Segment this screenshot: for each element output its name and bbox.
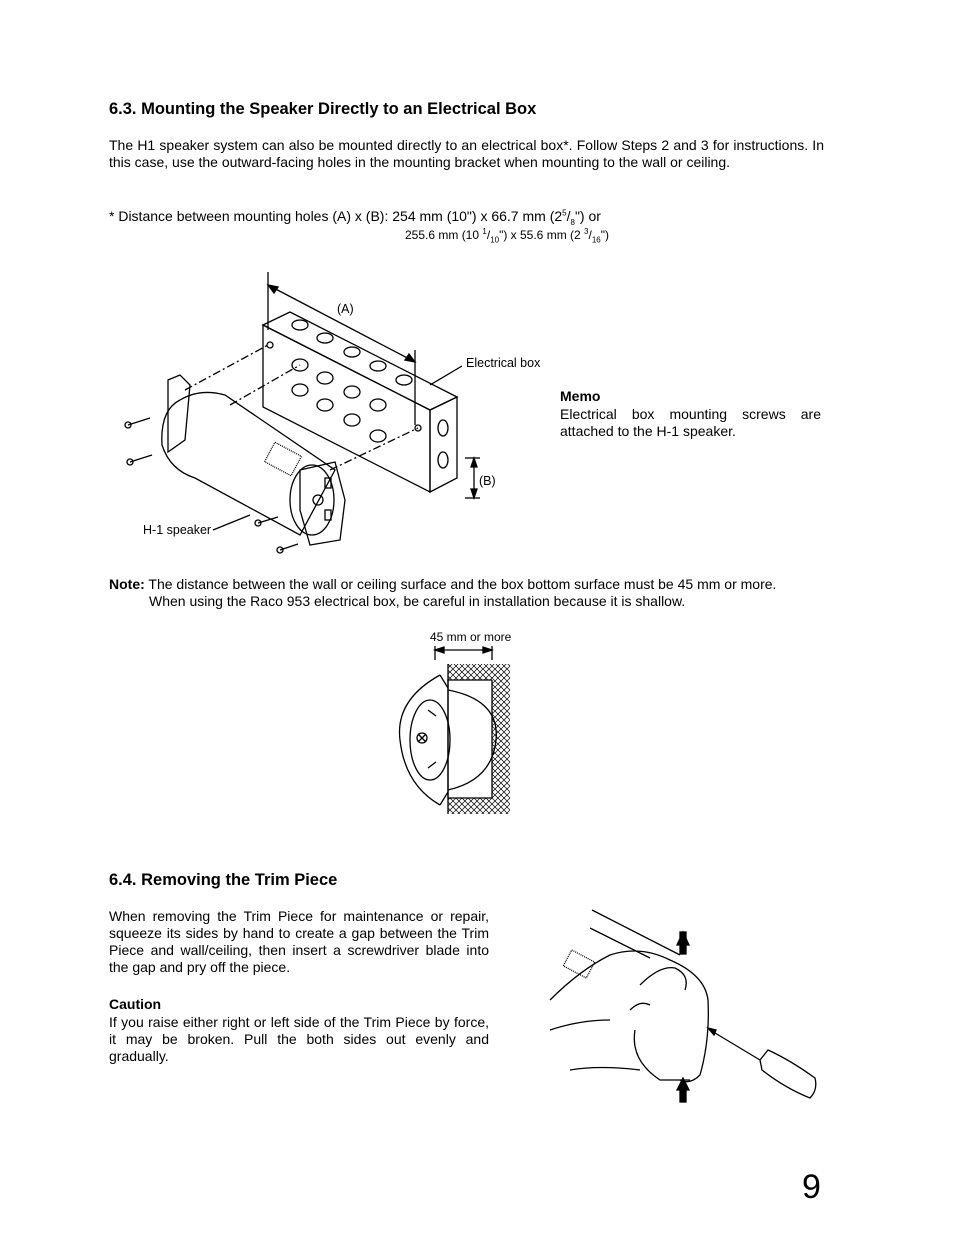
footnote-line-1: * Distance between mounting holes (A) x (B): 254 mm (10") x 66.7 mm $(2^5/_8")$ or (109, 208, 601, 227)
section-6-3-paragraph: The H1 speaker system can also be mounted directly to an electrical box*. Follow Steps 2 and 3 for instructions. In this case, use the outward-facing holes in the mounting bracket when mounting to the wall or ceiling. (109, 137, 824, 170)
caution-text: If you raise either right or left side of the Trim Piece by force, it may be broken. Pull the both sides out evenly and gradually. (109, 1014, 489, 1064)
label-dimension-a: (A) (337, 302, 354, 316)
footnote-text: ") x 55.6 mm (2 (499, 228, 585, 242)
label-electrical-box: Electrical box (466, 356, 541, 370)
fraction-num: 5 (562, 208, 567, 218)
note-label: Note: (109, 576, 145, 592)
fraction-num: 1 (482, 227, 487, 236)
fraction-num: 3 (584, 227, 589, 236)
section-6-4-paragraph: When removing the Trim Piece for maintenance or repair, squeeze its sides by hand to create a gap between the Trim Piece and wall/ceiling, then insert a screwdriver blade into the gap and pry off the piece. (109, 908, 489, 975)
note-line-1: The distance between the wall or ceiling surface and the box bottom surface must be 45 mm or more. (148, 576, 777, 592)
fraction-den: 10 (490, 235, 500, 245)
caution-title: Caution (109, 996, 162, 1012)
page-number: 9 (802, 1168, 821, 1206)
label-45mm: 45 mm or more (430, 630, 512, 644)
note-line-2: When using the Raco 953 electrical box, be careful in installation because it is shallow. (149, 593, 686, 609)
section-heading-6-3: 6.3. Mounting the Speaker Directly to an Electrical Box (109, 100, 537, 118)
fraction-den: 16 (591, 235, 601, 245)
footnote-text: * Distance between mounting holes (A) x (B): 254 mm (10") x 66.7 mm (2 (109, 208, 563, 224)
memo-text: Electrical box mounting screws are attached to the H-1 speaker. (560, 406, 821, 439)
label-h1-speaker: H-1 speaker (143, 523, 212, 537)
footnote-text: ") or (574, 208, 601, 224)
footnote-text: 255.6 mm (10 (405, 228, 483, 242)
section-heading-6-4: 6.4. Removing the Trim Piece (109, 871, 338, 889)
memo-title: Memo (560, 388, 601, 404)
footnote-line-2: 255.6 mm (10 $^1/_{10}$") x 55.6 mm (2 $^3/_{16}$") (405, 227, 609, 245)
fraction-den: 8 (570, 217, 575, 227)
footnote-text: ") (600, 228, 609, 242)
label-dimension-b: (B) (479, 474, 496, 488)
